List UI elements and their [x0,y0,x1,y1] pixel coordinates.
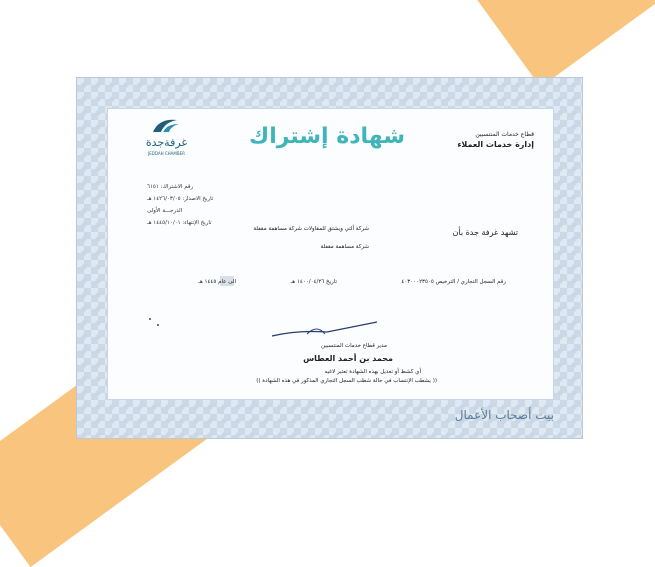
membership-grade: الدرجـــة الأولى [147,208,183,214]
valid-until: الى عام ١٤٤٥ هـ [198,279,236,285]
department-name: إدارة خدمات العملاء [457,140,534,149]
signature-icon [267,318,387,343]
footer-slogan: بيت أصحاب الأعمال [454,408,554,422]
expiry-date: تاريخ الإنتهاء: ١٤٤٥/١٠/٠١ هـ [147,220,212,226]
issue-date: تاريخ الاصدار: ١٤٢٦/٠٣/٠٥ هـ [147,196,214,202]
company-name: شركة ألتي ويشتق للمقاولات شركة مساهمة مقفلة [253,226,369,232]
chamber-logo-icon [151,114,181,136]
decorative-stripe-top [470,0,655,87]
manager-title: مدير قطاع خدمات المنتسبين [321,343,387,349]
cancellation-note: (( يشطب الإنتساب في حالة شطب السجل التجاري المذكور في هذه الشهادة )) [256,378,437,384]
sector-name: قطاع خدمات المنتسبين [475,131,534,138]
certificate-title: شهادة إشتراك [249,124,405,149]
tamper-note: أي كشط أو تعديل بهذه الشهادة تعتبر لاغيه [324,369,421,375]
registration-number: رقم السجل التجاري / الترخيص ٤٠٣٠٠٠٢٣٥٠٥ [401,279,506,285]
manager-name: محمد بن أحمد العطاس [303,354,393,363]
membership-number: رقم الاشتراك: ٦١٥١ [147,184,194,190]
chamber-logo-subtitle: JEDDAH CHAMBER [148,151,185,156]
chamber-logo [139,114,194,174]
certificate [76,77,583,439]
mark-dot [149,318,151,320]
mark-dot [157,324,159,326]
registration-date: تاريخ ١٤٠٠/٠٤/٢٦ هـ [290,279,337,285]
company-type: شركة مساهمة مقفلة [320,244,369,250]
chamber-logo-text: غرفةجدة [145,136,188,149]
witness-statement: تشهد غرفة جدة بأن [452,228,518,237]
